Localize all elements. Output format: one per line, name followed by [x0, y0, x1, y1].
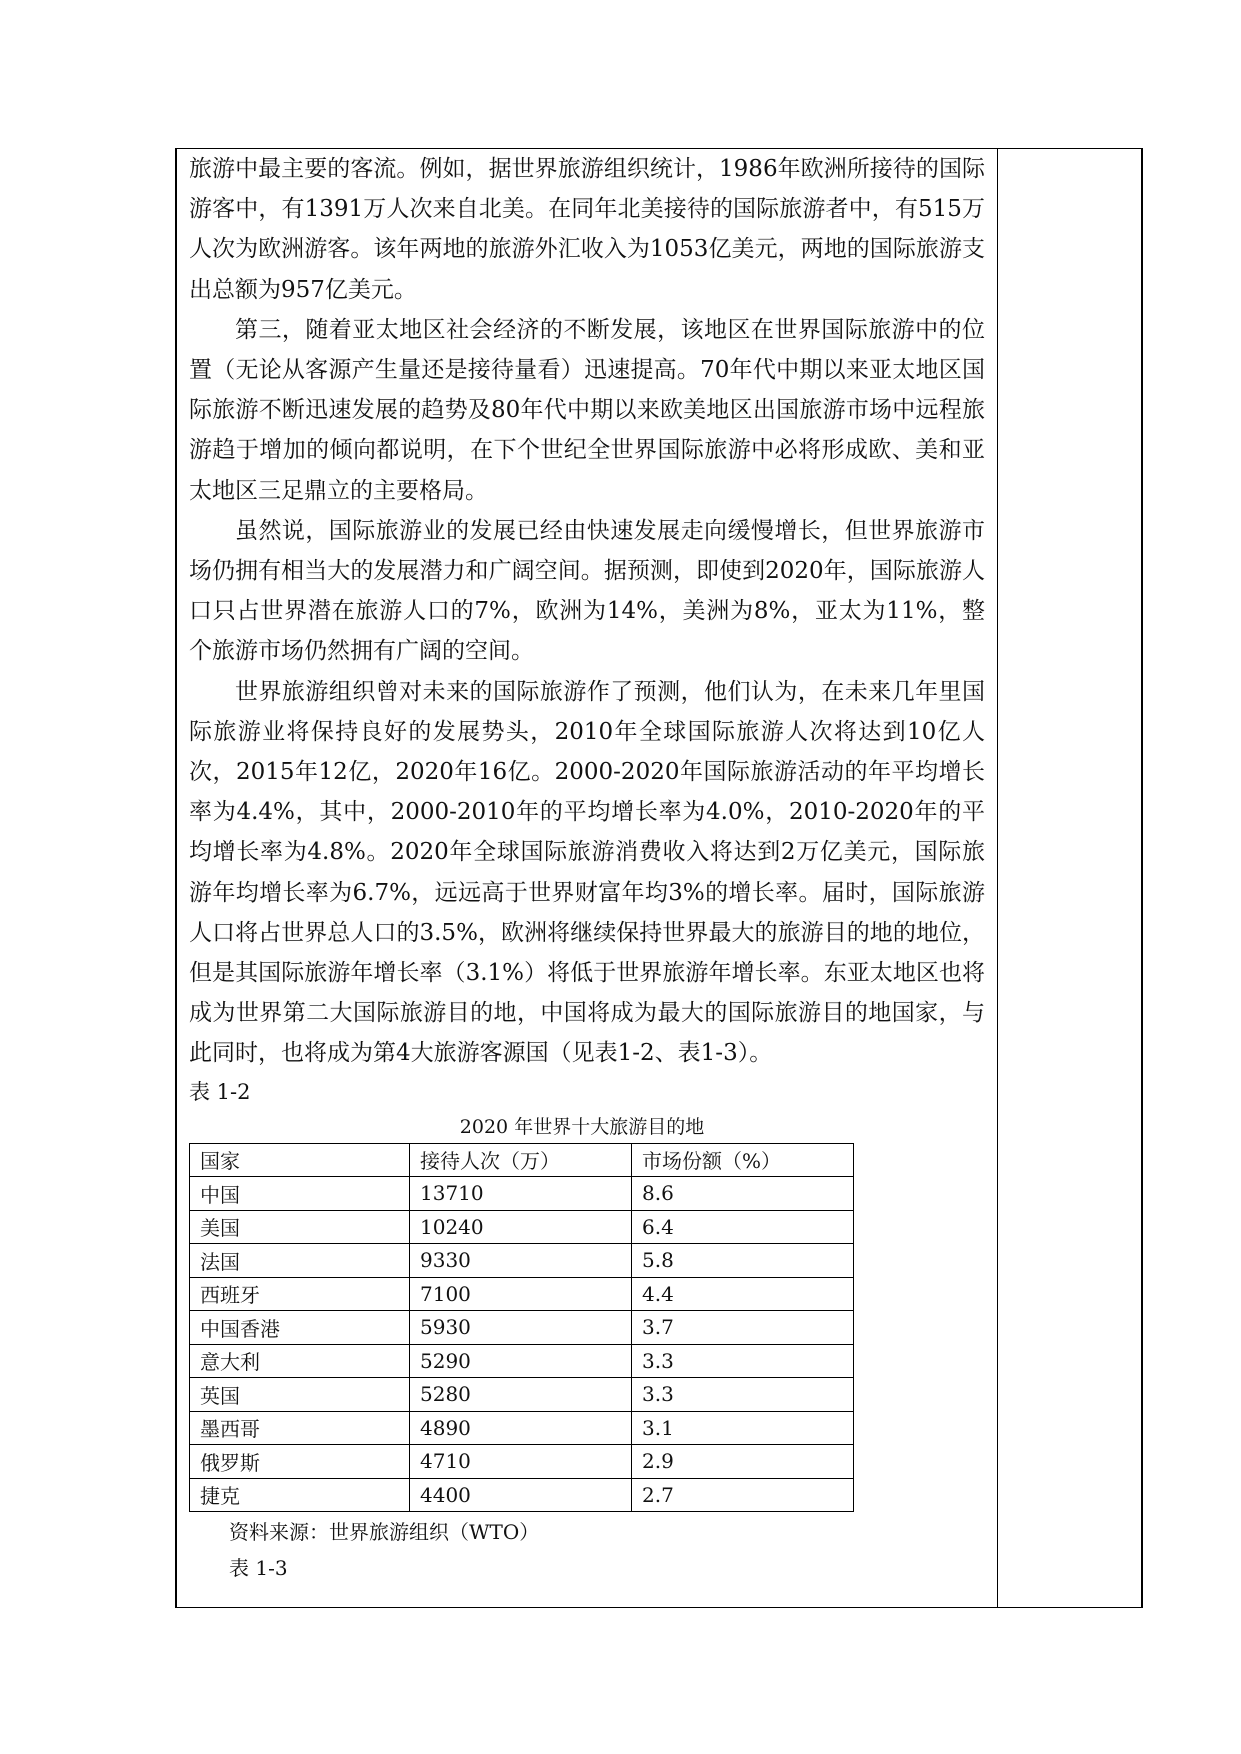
table-row [190, 1210, 854, 1244]
cell-share: 3.1 [632, 1411, 854, 1445]
cell-country: 捷克 [190, 1478, 410, 1512]
table-header-row [190, 1143, 854, 1177]
cell-country: 墨西哥 [190, 1411, 410, 1445]
table-label: 表 1-2 [189, 1079, 251, 1104]
table-row [190, 1478, 854, 1512]
column-divider [997, 148, 998, 1608]
table-row [190, 1177, 854, 1211]
table-caption: 2020 年世界十大旅游目的地 [459, 1115, 705, 1138]
cell-share: 5.8 [632, 1244, 854, 1278]
next-table-label: 表 1-3 [229, 1556, 288, 1581]
cell-visitors: 5930 [410, 1311, 632, 1345]
table-row [190, 1311, 854, 1345]
cell-share: 4.4 [632, 1277, 854, 1311]
cell-visitors: 4890 [410, 1411, 632, 1445]
cell-share: 3.3 [632, 1344, 854, 1378]
table-row [190, 1277, 854, 1311]
destinations-table [189, 1143, 854, 1513]
table-row [190, 1244, 854, 1278]
cell-share: 2.7 [632, 1478, 854, 1512]
cell-share: 3.3 [632, 1378, 854, 1412]
paragraph-1: 旅游中最主要的客流。例如，据世界旅游组织统计，1986年欧洲所接待的国际游客中，有1391万人次来自北美。在同年北美接待的国际旅游者中，有515万人次为欧洲游客。该年两地的旅游外汇收入为1053亿美元，两地的国际旅游支出总额为957亿美元。 [189, 156, 985, 303]
cell-visitors: 9330 [410, 1244, 632, 1278]
table-row [190, 1445, 854, 1479]
table-row [190, 1411, 854, 1445]
header-share: 市场份额（%） [632, 1143, 854, 1177]
cell-visitors: 10240 [410, 1210, 632, 1244]
cell-visitors: 4710 [410, 1445, 632, 1479]
cell-country: 英国 [190, 1378, 410, 1412]
paragraph-3: 虽然说，国际旅游业的发展已经由快速发展走向缓慢增长，但世界旅游市场仍拥有相当大的发展潜力和广阔空间。据预测，即使到2020年，国际旅游人口只占世界潜在旅游人口的7%，欧洲为14%，美洲为8%，亚太为11%，整个旅游市场仍然拥有广阔的空间。 [189, 517, 985, 665]
cell-country: 中国香港 [190, 1311, 410, 1345]
header-country: 国家 [190, 1143, 410, 1177]
table-source: 资料来源：世界旅游组织（WTO） [229, 1520, 540, 1545]
cell-country: 中国 [190, 1177, 410, 1211]
cell-visitors: 7100 [410, 1277, 632, 1311]
cell-visitors: 4400 [410, 1478, 632, 1512]
cell-country: 西班牙 [190, 1277, 410, 1311]
table-row [190, 1344, 854, 1378]
cell-share: 6.4 [632, 1210, 854, 1244]
paragraph-2: 第三，随着亚太地区社会经济的不断发展，该地区在世界国际旅游中的位置（无论从客源产生量还是接待量看）迅速提高。70年代中期以来亚太地区国际旅游不断迅速发展的趋势及80年代中期以来欧美地区出国旅游市场中远程旅游趋于增加的倾向都说明，在下个世纪全世界国际旅游中必将形成欧、美和亚太地区三足鼎立的主要格局。 [189, 316, 985, 504]
cell-share: 2.9 [632, 1445, 854, 1479]
cell-country: 俄罗斯 [190, 1445, 410, 1479]
cell-visitors: 5290 [410, 1344, 632, 1378]
cell-share: 3.7 [632, 1311, 854, 1345]
table-row [190, 1378, 854, 1412]
paragraph-4: 世界旅游组织曾对未来的国际旅游作了预测，他们认为，在未来几年里国际旅游业将保持良好的发展势头，2010年全球国际旅游人次将达到10亿人次，2015年12亿，2020年16亿。2000-2020年国际旅游活动的年平均增长率为4.4%，其中，2000-2010年的平均增长率为4.0%，2010-2020年的平均增长率为4.8%。2020年全球国际旅游消费收入将达到2万亿美元，国际旅游年均增长率为6.7%，远远高于世界财富年均3%的增长率。届时，国际旅游人口将占世界总人口的3.5%，欧洲将继续保持世界最大的旅游目的地的地位，但是其国际旅游年增长率（3.1%）将低于世界旅游年增长率。东亚太地区也将成为世界第二大国际旅游目的地，中国将成为最大的国际旅游目的地国家，与此同时，也将成为第4大旅游客源国（见表1-2、表1-3）。 [189, 678, 985, 1067]
main-content [189, 149, 985, 1586]
cell-share: 8.6 [632, 1177, 854, 1211]
header-visitors: 接待人次（万） [410, 1143, 632, 1177]
cell-country: 意大利 [190, 1344, 410, 1378]
cell-visitors: 13710 [410, 1177, 632, 1211]
cell-country: 法国 [190, 1244, 410, 1278]
cell-visitors: 5280 [410, 1378, 632, 1412]
cell-country: 美国 [190, 1210, 410, 1244]
